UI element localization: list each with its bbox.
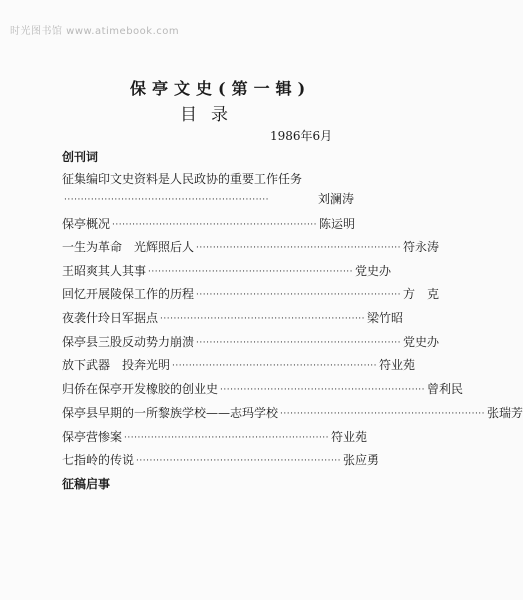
toc-entry bbox=[62, 238, 440, 255]
section-foreword: 创刊词 bbox=[62, 150, 99, 164]
leader-dots: ····························································· bbox=[196, 290, 402, 300]
leader-dots: ····························································· bbox=[64, 195, 270, 205]
toc-entry-author: 张应勇 bbox=[343, 453, 380, 467]
toc-entry bbox=[62, 451, 380, 468]
toc-entry-author: 方 克 bbox=[403, 287, 440, 301]
toc-entry-title: 征集编印文史资料是人民政协的重要工作任务 bbox=[62, 172, 303, 186]
leader-dots: ····························································· bbox=[220, 385, 426, 395]
toc-heading: 目录 bbox=[180, 105, 242, 125]
leader-dots: ····························································· bbox=[172, 361, 378, 371]
section-call-for-papers: 征稿启事 bbox=[62, 477, 111, 491]
toc-entry-title: 回忆开展陵保工作的历程 bbox=[62, 287, 195, 301]
toc-entry-author: 符永涛 bbox=[403, 240, 440, 254]
toc-entry-title: 归侨在保亭开发橡胶的创业史 bbox=[62, 382, 219, 396]
toc-entry-author: 符业苑 bbox=[331, 430, 368, 444]
toc-entry bbox=[62, 380, 464, 397]
toc-entry-title: 夜袭什玲日军据点 bbox=[62, 311, 159, 325]
book-title: 保亭文史(第一辑) bbox=[130, 79, 312, 98]
toc-entry-author: 党史办 bbox=[403, 335, 440, 349]
toc-entry bbox=[62, 356, 416, 373]
toc-entry bbox=[62, 428, 368, 445]
toc-entry-title: 王昭爽其人其事 bbox=[62, 264, 147, 278]
toc-entry-title: 一生为革命 光辉照后人 bbox=[62, 240, 195, 254]
toc-entry-title: 保亭营惨案 bbox=[62, 430, 123, 444]
watermark: 时光图书馆 www.atimebook.com bbox=[10, 26, 180, 37]
toc-entry-author: 陈运明 bbox=[319, 217, 356, 231]
toc-entry bbox=[62, 333, 440, 350]
toc-entry-title: 保亭县早期的一所黎族学校——志玛学校 bbox=[62, 406, 279, 420]
toc-entry-author: 刘澜涛 bbox=[317, 192, 354, 206]
leader-dots: ····························································· bbox=[148, 267, 354, 277]
leader-dots: ····························································· bbox=[112, 220, 318, 230]
leader-dots: ····························································· bbox=[124, 433, 330, 443]
leader-dots: ····························································· bbox=[136, 456, 342, 466]
toc-entry-title: 保亭县三股反动势力崩溃 bbox=[62, 335, 195, 349]
toc-entry bbox=[62, 309, 404, 326]
publish-date: 1986年6月 bbox=[270, 129, 333, 143]
toc-entry-author: 梁竹昭 bbox=[367, 311, 404, 325]
toc-entry-title: 七指岭的传说 bbox=[62, 453, 135, 467]
toc-entry-title: 放下武器 投奔光明 bbox=[62, 358, 171, 372]
toc-entry-author: 曾利民 bbox=[427, 382, 464, 396]
toc-entry bbox=[62, 190, 354, 207]
toc-entry-author: 党史办 bbox=[355, 264, 392, 278]
toc-entry bbox=[62, 404, 523, 421]
toc-entry bbox=[62, 285, 440, 302]
toc-entry bbox=[62, 262, 392, 279]
leader-dots: ····························································· bbox=[280, 409, 486, 419]
leader-dots: ····························································· bbox=[196, 243, 402, 253]
leader-dots: ····························································· bbox=[196, 338, 402, 348]
toc-entry-author: 符业苑 bbox=[379, 358, 416, 372]
toc-entry-title: 保亭概况 bbox=[62, 217, 111, 231]
toc-entry-author: 张瑞芳 bbox=[487, 406, 523, 420]
toc-entry bbox=[62, 215, 354, 232]
leader-dots: ····························································· bbox=[160, 314, 366, 324]
